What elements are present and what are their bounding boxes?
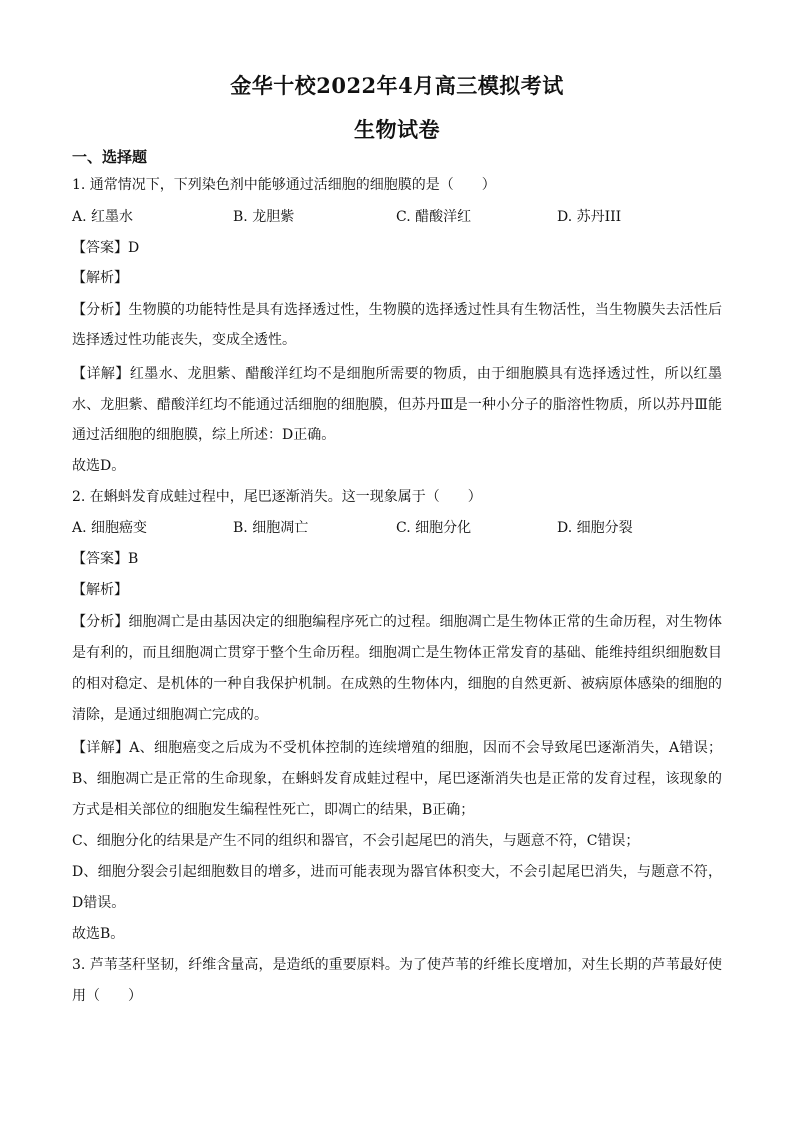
question-1-stem: 1. 通常情况下，下列染色剂中能够通过活细胞的细胞膜的是（ ）	[72, 177, 496, 193]
question-3-stem-line-1: 3. 芦苇茎秆坚韧，纤维含量高，是造纸的重要原料。为了使芦苇的纤维长度增加，对生长期的芦苇最好使	[72, 957, 722, 973]
question-2-detail-line-2: B、细胞凋亡是正常的生命现象，在蝌蚪发育成蛙过程中，尾巴逐渐消失也是正常的发育过程，该现象的	[72, 771, 722, 787]
question-1-detail-line-3: 通过活细胞的细胞膜，综上所述：D正确。	[72, 427, 336, 443]
question-2-analysis-line-3: 的相对稳定、是机体的一种自我保护机制。在成熟的生物体内，细胞的自然更新、被病原体感染的细胞的	[72, 676, 722, 692]
question-2-option-c: C. 细胞分化	[396, 520, 472, 536]
question-2-detail-line-4: C、细胞分化的结果是产生不同的组织和器官，不会引起尾巴的消失，与题意不符，C错误；	[72, 833, 640, 849]
question-2-detail-line-6: D错误。	[72, 895, 126, 911]
question-1-detail-line-2: 水、龙胆紫、醋酸洋红均不能通过活细胞的细胞膜，但苏丹Ⅲ是一种小分子的脂溶性物质，所以苏丹Ⅲ能	[72, 397, 722, 413]
question-2-detail-line-5: D、细胞分裂会引起细胞数目的增多，进而可能表现为器官体积变大，不会引起尾巴消失，与题意不符，	[72, 864, 722, 880]
question-1-option-a: A. 红墨水	[72, 209, 134, 225]
question-2-option-a: A. 细胞癌变	[72, 520, 148, 536]
question-1-analysis-label: 【解析】	[72, 270, 128, 286]
question-1-detail-line-1: 【详解】红墨水、龙胆紫、醋酸洋红均不是细胞所需要的物质，由于细胞膜具有选择透过性，所以红墨	[72, 366, 722, 382]
question-3-stem-line-2: 用（ ）	[72, 988, 142, 1004]
question-2-analysis-label: 【解析】	[72, 582, 128, 598]
question-2-conclusion: 故选B。	[72, 926, 125, 942]
question-2-answer: 【答案】B	[72, 551, 139, 567]
section-heading: 一、选择题	[72, 148, 148, 166]
question-1-option-b: B. 龙胆紫	[233, 209, 295, 225]
question-1-option-d: D. 苏丹III	[557, 209, 622, 225]
question-2-analysis-line-2: 是有利的，而且细胞凋亡贯穿于整个生命历程。细胞凋亡是生物体正常发育的基础、能维持组织细胞数目	[72, 645, 722, 661]
question-1-conclusion: 故选D。	[72, 458, 126, 474]
question-1-analysis-line-2: 选择透过性功能丧失，变成全透性。	[72, 332, 296, 348]
question-2-option-d: D. 细胞分裂	[557, 520, 633, 536]
question-2-option-b: B. 细胞凋亡	[233, 520, 309, 536]
question-1-analysis-line-1: 【分析】生物膜的功能特性是具有选择透过性，生物膜的选择透过性具有生物活性，当生物膜失去活性后	[72, 302, 722, 318]
question-2-analysis-line-4: 清除，是通过细胞凋亡完成的。	[72, 707, 268, 723]
document-subtitle: 生物试卷	[354, 117, 440, 142]
question-2-analysis-line-1: 【分析】细胞凋亡是由基因决定的细胞编程序死亡的过程。细胞凋亡是生物体正常的生命历程，对生物体	[72, 614, 722, 630]
question-1-answer: 【答案】D	[72, 240, 140, 256]
question-2-detail-line-3: 方式是相关部位的细胞发生编程性死亡，即凋亡的结果，B正确；	[72, 802, 475, 818]
question-2-detail-line-1: 【详解】A、细胞癌变之后成为不受机体控制的连续增殖的细胞，因而不会导致尾巴逐渐消失，A错误；	[72, 740, 722, 756]
question-1-option-c: C. 醋酸洋红	[396, 209, 472, 225]
document-title: 金华十校2022年4月高三模拟考试	[230, 73, 564, 98]
question-2-stem: 2. 在蝌蚪发育成蛙过程中，尾巴逐渐消失。这一现象属于（ ）	[72, 489, 482, 505]
